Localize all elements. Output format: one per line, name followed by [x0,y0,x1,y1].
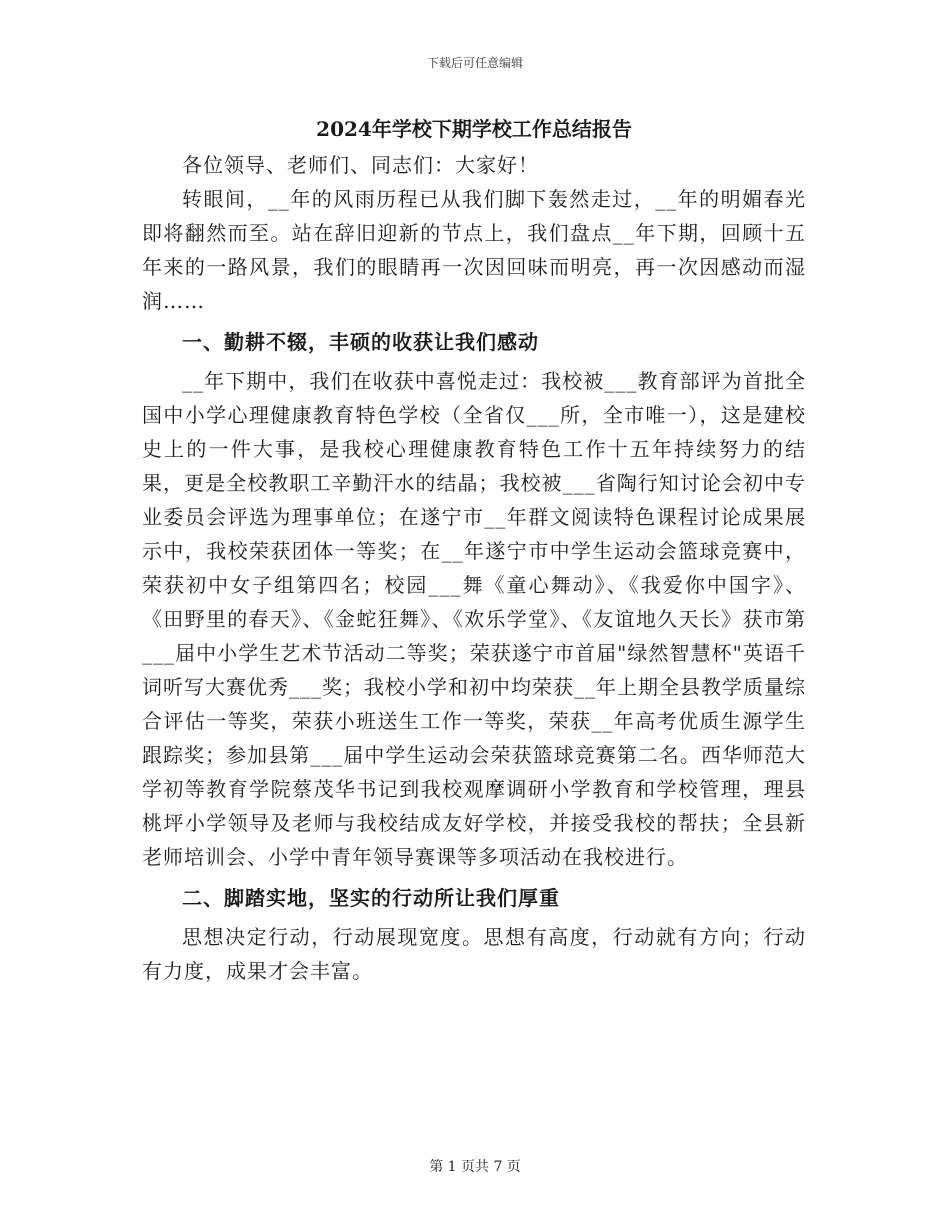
section-2-heading: 二、脚踏实地，坚实的行动所让我们厚重 [182,886,560,910]
intro-paragraph: 转眼间，__年的风雨历程已从我们脚下轰然走过，__年的明媚春光即将翻然而至。站在辞旧迎新的节点上，我们盘点__年下期，回顾十五年来的一路风景，我们的眼睛再一次因回味而明亮，再一次因感动而湿润…… [142,187,806,313]
section-2-paragraph: 思想决定行动，行动展现宽度。思想有高度，行动就有方向；行动有力度，成果才会丰富。 [142,925,806,983]
document-body [142,112,806,988]
document-title: 2024年学校下期学校工作总结报告 [316,117,632,141]
page-number: 第 1 页共 7 页 [429,1159,521,1175]
section-1-paragraph: __年下期中，我们在收获中喜悦走过：我校被___教育部评为首批全国中小学心理健康教育特色学校（全省仅___所，全市唯一），这是建校史上的一件大事，是我校心理健康教育特色工作十五年持续努力的结果，更是全校教职工辛勤汗水的结晶；我校被___省陶行知讨论会初中专业委员会评选为理事单位；在遂宁市__年群文阅读特色课程讨论成果展示中，我校荣获团体一等奖；在__年遂宁市中学生运动会篮球竞赛中，荣获初中女子组第四名；校园___舞《童心舞动》、《我爱你中国字》、《田野里的春天》、《金蛇狂舞》、《欢乐学堂》、《友谊地久天长》获市第___届中小学生艺术节活动二等奖；荣获遂宁市首届"绿然智慧杯"英语千词听写大赛优秀___奖；我校小学和初中均荣获__年上期全县教学质量综合评估一等奖，荣获小班送生工作一等奖，荣获__年高考优质生源学生跟踪奖；参加县第___届中学生运动会荣获篮球竞赛第二名。西华师范大学初等教育学院蔡茂华书记到我校观摩调研小学教育和学校管理，理县桃坪小学领导及老师与我校结成友好学校，并接受我校的帮扶；全县新老师培训会、小学中青年领导赛课等多项活动在我校进行。 [142,369,806,869]
greeting-paragraph: 各位领导、老师们、同志们：大家好！ [182,153,539,177]
section-1-heading: 一、勤耕不辍，丰硕的收获让我们感动 [182,330,539,354]
header-note: 下载后可任意编辑 [426,56,523,70]
